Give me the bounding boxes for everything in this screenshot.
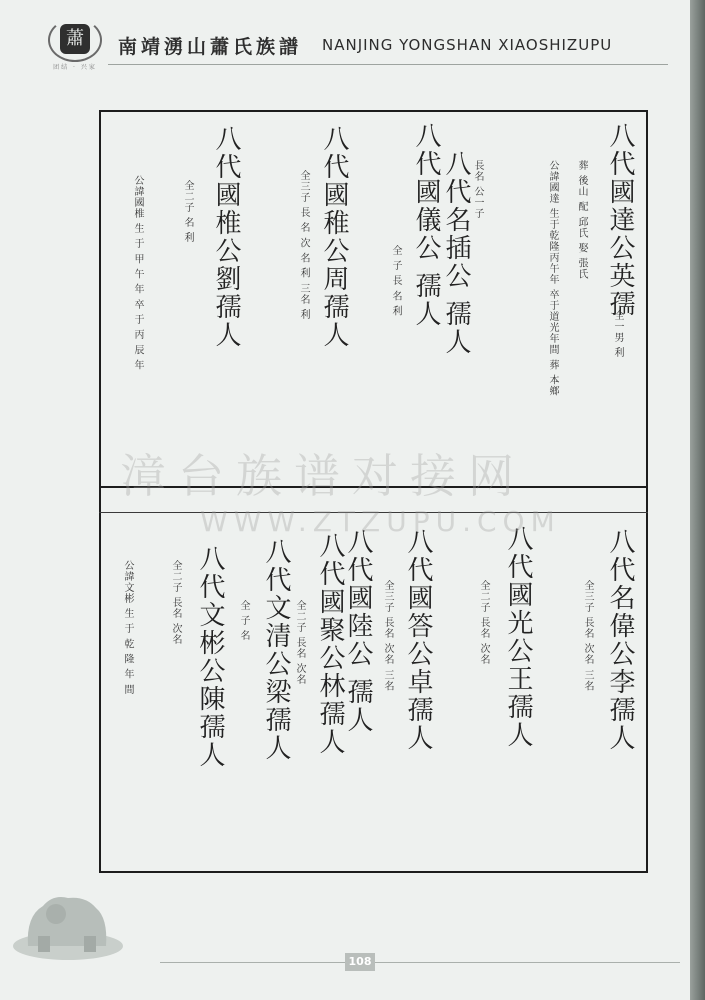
clan-logo bbox=[48, 18, 102, 72]
upper-col-4-heading: 八代國儀公 孺人 bbox=[411, 122, 441, 329]
logo-character: 蕭 bbox=[60, 24, 90, 54]
lower-col-3-heading: 八代國答公卓孺人 bbox=[403, 528, 433, 752]
upper-col-1-note: 全一男 利 bbox=[612, 310, 623, 359]
lower-col-3-note: 全三子 長名 次名 三名 bbox=[382, 580, 393, 692]
lower-col-2-heading: 八代國光公王孺人 bbox=[503, 525, 533, 749]
upper-col-8-note: 公諱國椎 生 于 甲 午 年 卒 于 丙 辰 年 bbox=[132, 175, 143, 371]
upper-col-2-note: 葬 後山 配 邱氏 娶 張氏 bbox=[576, 160, 587, 280]
book-spine bbox=[690, 0, 705, 1000]
lower-col-5-note: 全二子 長名 次名 bbox=[294, 600, 305, 686]
upper-col-7-note: 全二子 名 利 bbox=[182, 180, 193, 244]
upper-col-7-heading: 八代國椎公劉孺人 bbox=[211, 125, 241, 349]
lower-col-8-note: 公諱文彬 生 于 乾 隆 年 間 bbox=[122, 560, 133, 696]
lower-col-4-heading: 八代國陸公 孺人 bbox=[343, 528, 373, 735]
upper-col-3-note: 公諱國達 生于乾隆丙午年 卒于道光年間 葬 本鄉 bbox=[547, 160, 558, 397]
upper-col-4-note: 全 子 長 名 利 bbox=[390, 245, 401, 317]
upper-col-6-heading: 八代國稚公周孺人 bbox=[319, 125, 349, 349]
upper-col-5-heading: 八代名插公 孺人 bbox=[441, 150, 471, 357]
lower-col-7-note: 全二子 長名 次名 bbox=[170, 560, 181, 646]
lower-col-2-note: 全二子 長名 次名 bbox=[478, 580, 489, 666]
lower-col-6-note: 全 子 名 bbox=[238, 600, 249, 642]
watermark-text: 漳台族谱对接网 bbox=[120, 449, 526, 503]
lower-col-6-heading: 八代文清公梁孺人 bbox=[261, 538, 291, 762]
lower-col-7-heading: 八代文彬公陳孺人 bbox=[195, 545, 225, 769]
page-header bbox=[0, 0, 690, 80]
lower-col-1-heading: 八代名偉公李孺人 bbox=[605, 528, 635, 752]
page-number: 108 bbox=[345, 953, 375, 971]
header-divider bbox=[108, 64, 668, 65]
upper-col-1-heading: 八代國達公英孺 bbox=[605, 122, 635, 318]
upper-col-6-note: 全三子 長 名 次 名 利 三名 利 bbox=[298, 170, 309, 321]
lower-col-5-heading: 八代國聚公林孺人 bbox=[315, 532, 345, 756]
upper-col-5-note: 長名 公一子 bbox=[472, 160, 483, 220]
watermark-url: WWW.ZTZUPU.COM bbox=[200, 505, 561, 538]
footer-divider bbox=[160, 962, 680, 963]
title-english: NANJING YONGSHAN XIAOSHIZUPU bbox=[322, 36, 613, 54]
logo-caption: 团结 · 兴家 bbox=[53, 64, 97, 71]
lower-col-1-note: 全三子 長名 次名 三名 bbox=[582, 580, 593, 692]
title-chinese: 南靖湧山蕭氏族譜 bbox=[118, 36, 303, 58]
stone-lion-icon bbox=[8, 876, 128, 966]
